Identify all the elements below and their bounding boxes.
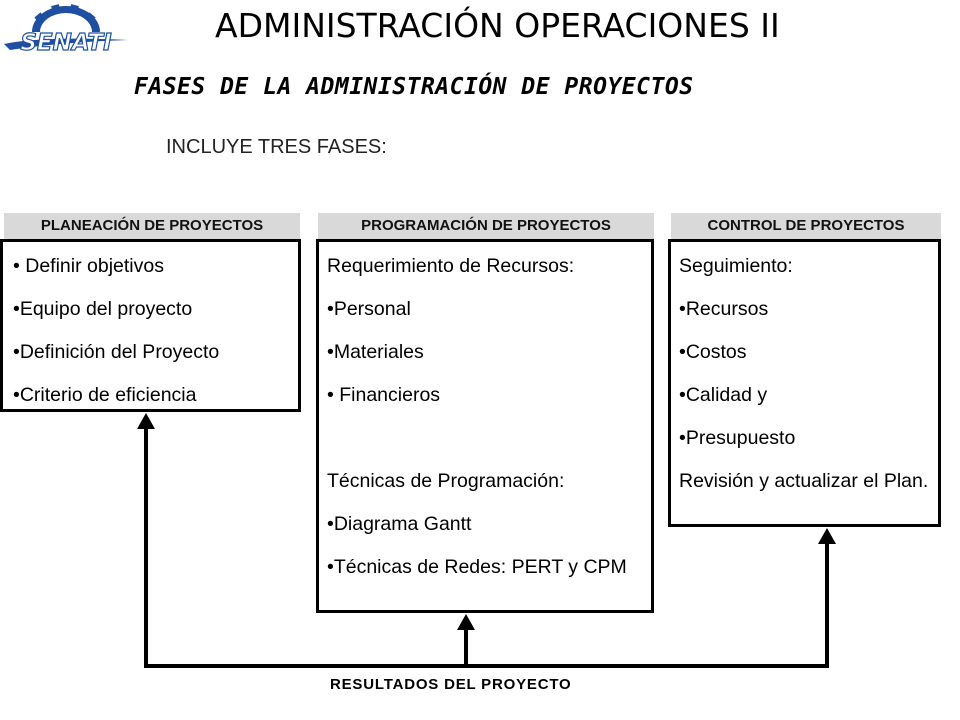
phase-planning-header: PLANEACIÓN DE PROYECTOS	[4, 213, 300, 239]
senati-logo	[2, 0, 130, 60]
gear-icon	[2, 0, 130, 60]
intro-text: INCLUYE TRES FASES:	[166, 136, 387, 158]
list-item: •Presupuesto	[679, 427, 796, 449]
phase-scheduling-header: PROGRAMACIÓN DE PROYECTOS	[318, 213, 654, 239]
list-item: Seguimiento:	[679, 255, 793, 277]
page-title: ADMINISTRACIÓN OPERACIONES II	[215, 6, 780, 45]
list-item: •Diagrama Gantt	[327, 513, 472, 535]
phase-planning-box	[0, 239, 301, 412]
phase-control-header: CONTROL DE PROYECTOS	[671, 213, 941, 239]
arrow-up-icon	[818, 528, 836, 544]
list-item: •Costos	[679, 341, 747, 363]
list-item: •Calidad y	[679, 384, 768, 406]
list-item: •Recursos	[679, 298, 769, 320]
list-item: •Personal	[327, 298, 411, 320]
list-item: • Definir objetivos	[13, 255, 164, 277]
logo-text: SENATI	[20, 30, 112, 56]
list-item: •Materiales	[327, 341, 424, 363]
spacer	[327, 417, 645, 460]
results-label: RESULTADOS DEL PROYECTO	[330, 676, 572, 693]
list-item: •Criterio de eficiencia	[13, 384, 197, 406]
list-item: •Definición del Proyecto	[13, 341, 220, 363]
list-item: • Financieros	[327, 384, 441, 406]
list-item: Revisión y actualizar el Plan.	[679, 470, 929, 492]
list-item: Técnicas de Programación:	[327, 470, 565, 492]
list-item: •Equipo del proyecto	[13, 298, 193, 320]
phase-scheduling-box	[316, 239, 654, 613]
list-item: Requerimiento de Recursos:	[327, 255, 575, 277]
slide-subtitle: FASES DE LA ADMINISTRACIÓN DE PROYECTOS	[134, 74, 694, 100]
phase-control-box	[668, 239, 941, 527]
arrow-up-icon	[457, 614, 475, 630]
list-item: •Técnicas de Redes: PERT y CPM	[327, 556, 627, 578]
